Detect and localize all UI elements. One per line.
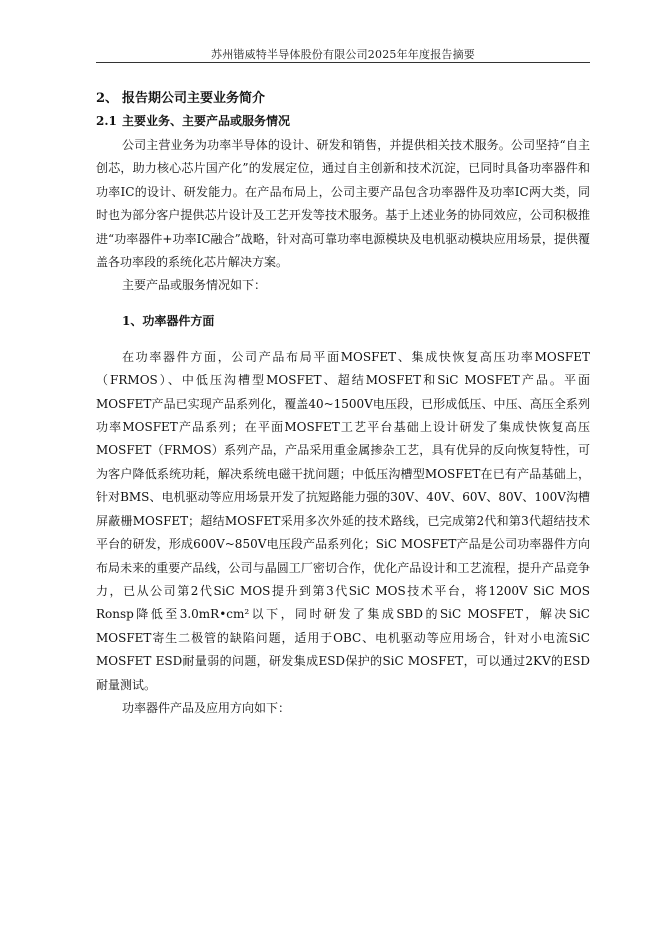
section-heading [96,88,590,110]
power-device-heading: 1、功率器件方面 [122,313,215,328]
power-device-apps-intro: 功率器件产品及应用方向如下： [122,700,291,715]
business-intro-paragraph: 公司主营业务为功率半导体的设计、研发和销售，并提供相关技术服务。公司坚持“自主创芯，助力核心芯片国产化”的发展定位，通过自主创新和技术沉淀，已同时具备功率器件和功率IC的设计、研发能力。在产品布局上，公司主要产品包含功率器件及功率IC两大类，同时也为部分客户提供芯片设计及工艺开发等技术服务。基于上述业务的协同效应，公司积极推进“功率器件+功率IC融合”战略，针对高可靠功率电源模块及电机驱动模块应用场景，提供覆盖各功率段的系统化芯片解决方案。 [96,138,590,270]
page-header: 苏州锴威特半导体股份有限公司2025年年度报告摘要 [211,48,475,61]
products-intro-line: 主要产品或服务情况如下： [122,278,267,293]
power-device-paragraph: 在功率器件方面，公司产品布局平面MOSFET、集成快恢复高压功率MOSFET（FRMOS）、中低压沟槽型MOSFET、超结MOSFET和SiC MOSFET产品。平面MOSFET产品已实现产品系列化，覆盖40~1500V电压段，已形成低压、中压、高压全系列功率MOSFET产品系列；在平面MOSFET工艺平台基础上设计研发了集成快恢复高压MOSFET（FRMOS）系列产品，产品采用重金属掺杂工艺，具有优异的反向恢复特性，可为客户降低系统功耗，解决系统电磁干扰问题；中低压沟槽型MOSFET在已有产品基础上，针对BMS、电机驱动等应用场景开发了抗短路能力强的30V、40V、60V、80V、100V沟槽屏蔽栅MOSFET；超结MOSFET采用多次外延的技术路线，已完成第2代和第3代超结技术平台的研发，形成600V~850V电压段产品系列化；SiC MOSFET产品是公司功率器件方向布局未来的重要产品线，公司与晶圆工厂密切合作，优化产品设计和工艺流程，提升产品竞争力，已从公司第2代SiC MOS提升到第3代SiC MOS技术平台，将1200V SiC MOS Ronsp降低至3.0mR•cm²以下，同时研发了集成SBD的SiC MOSFET，解决SiC MOSFET寄生二极管的缺陷问题，适用于OBC、电机驱动等应用场合，针对小电流SiC MOSFET ESD耐量弱的问题，研发集成ESD保护的SiC MOSFET，可以通过2KV的ESD耐量测试。 [96,349,590,692]
section-title: 报告期公司主要业务简介 [122,91,266,106]
section-number: 2、 [96,91,119,106]
header-divider [96,62,590,63]
document-body [96,88,590,720]
subsection-title: 主要业务、主要产品或服务情况 [122,114,291,128]
subsection-heading [96,110,590,132]
subsection-number: 2.1 [96,114,117,128]
